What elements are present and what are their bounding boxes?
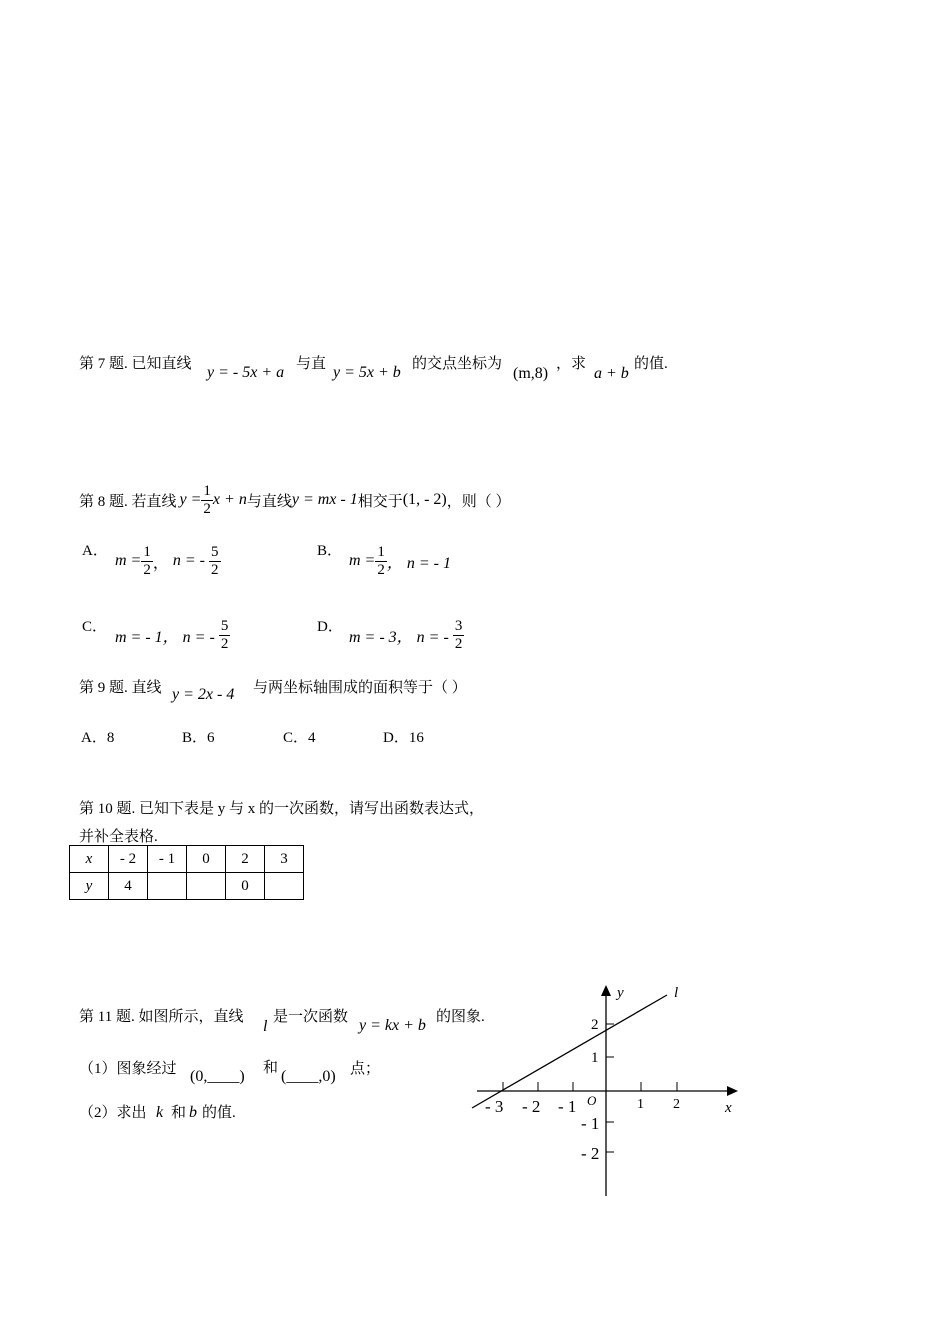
x-axis-label: x [725,1100,732,1116]
q8-mid: 与直线 [246,493,292,510]
q7-intersect: 的交点坐标为 [412,356,503,372]
q9-end: 与两坐标轴围成的面积等于（ ） [253,680,467,696]
x-axis-arrow-icon [727,1086,738,1096]
q8-option-c-label: C． [82,619,108,635]
q8-option-b-label: B． [317,543,343,559]
q8-b-m: m = [349,552,376,569]
y-tick-label: - 2 [581,1144,600,1163]
q10-line2: 并补全表格. [79,829,158,845]
table-cell: 4 [109,873,148,900]
q7-end: 的值. [634,356,668,372]
q8-a-n: n = - [172,552,205,569]
q11-part1-end: 点； [350,1061,381,1077]
y-axis-arrow-icon [601,985,611,996]
q11-label: 第 11 题. 如图所示，直线 [79,1009,244,1025]
q9-line: y = 2x - 4 [172,686,235,703]
q8-d-m: m = - 3， n = - [349,628,449,646]
q11-l: l [263,1018,268,1035]
table-cell: 2 [226,846,265,873]
q9-option-d: D．16 [383,730,424,746]
q11-part2-label: （2）求出 [79,1105,147,1121]
y-tick-label: 2 [591,1017,599,1033]
q8-frac-den: 2 [203,500,211,517]
table-cell: 3 [265,846,304,873]
y-tick-label: - 1 [581,1114,600,1133]
q8-d-n-num: 3 [454,618,463,634]
q10-line1: 第 10 题. 已知下表是 y 与 x 的一次函数，请写出函数表达式， [79,801,485,817]
q8-a-m: m = [115,552,142,569]
q11-part1-point2: (____,0) [281,1068,336,1085]
q8-b-rest: ， n = - 1 [386,554,451,572]
q9-option-c: C．4 [283,730,316,746]
q11-part2-k: k [156,1104,164,1121]
q9-label: 第 9 题. 直线 [79,680,162,696]
q11-end: 的图象. [436,1009,485,1025]
y-axis-label: y [617,985,624,1001]
q8-a-m-num: 1 [143,544,151,560]
q7-line2: y = 5x + b [333,364,401,381]
q8-point: (1, - 2) [402,491,447,508]
q7-mid: 与直 [296,356,327,372]
q11-mid: 是一次函数 [273,1009,349,1025]
line-l-label: l [674,985,679,1001]
table-cell: 0 [226,873,265,900]
x-tick-label: - 1 [558,1097,577,1116]
q8-b-m-num: 1 [377,544,385,560]
origin-label: O [587,1093,597,1108]
q8-a-sep: ， [152,554,169,572]
table-cell: 0 [187,846,226,873]
q11-part1-and: 和 [263,1060,279,1076]
x-tick-label: - 2 [522,1097,541,1116]
q8-c-n-den: 2 [220,635,229,652]
q9-option-a: A．8 [81,730,115,746]
q8-after-frac: x + n [212,491,247,508]
table-cell: - 2 [109,846,148,873]
q8-option-a-label: A． [82,543,108,559]
q8-meet: 相交于 [357,493,403,510]
q8-c-m: m = - 1， n = - [115,628,215,646]
x-tick-label: 1 [637,1097,644,1112]
y-tick-label: 1 [591,1050,599,1066]
q11-part2-b: b [189,1104,197,1121]
q11-part2-end: 的值. [202,1105,236,1121]
q8-a-m-den: 2 [143,561,151,578]
q8-b-m-den: 2 [377,561,385,578]
q9-option-b: B．6 [182,730,215,746]
q8-label: 第 8 题. 若直线 [79,493,177,510]
q8-c-n-num: 5 [220,618,229,634]
q8-a-n-num: 5 [211,544,219,560]
q7-expr: a + b [594,365,629,382]
q8-end: ，则（ ） [446,493,511,510]
table-cell: x [70,846,109,873]
q7-line1: y = - 5x + a [207,364,285,381]
q8-a-n-den: 2 [211,561,219,578]
q8-d-n-den: 2 [454,635,463,652]
q7-point: (m,8) [513,365,549,382]
q8-line2: y = mx - 1 [291,491,358,508]
q11-func: y = kx + b [359,1017,426,1034]
table-cell: y [70,873,109,900]
q11-part1-point1: (0,____) [190,1068,245,1085]
q11-part1-label: （1）图象经过 [79,1061,177,1077]
q8-option-d-label: D． [317,619,343,635]
table-cell: - 1 [148,846,187,873]
x-tick-label: - 3 [485,1097,504,1116]
x-tick-label: 2 [673,1097,680,1112]
q8-frac-num: 1 [203,483,211,499]
q11-part2-and: 和 [171,1105,187,1121]
q8-y-eq: y = [179,491,202,508]
q7-ask: ，求 [556,356,587,372]
q7-label: 第 7 题. 已知直线 [79,356,192,372]
